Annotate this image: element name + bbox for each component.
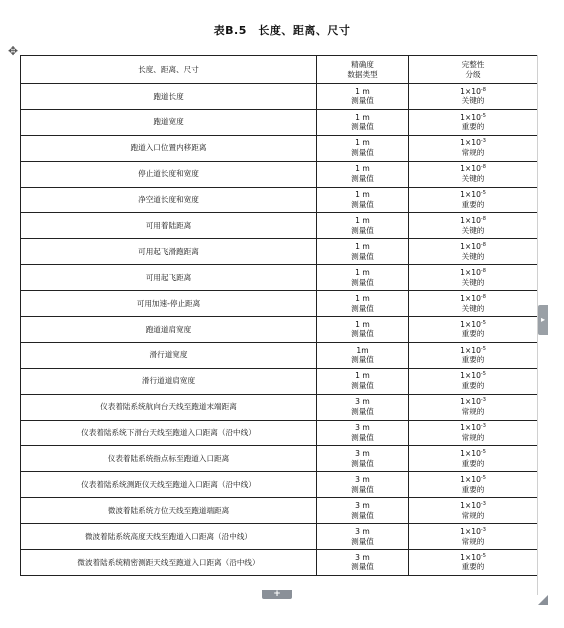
precision-value: 1 m: [355, 216, 370, 226]
precision-value: 1 m: [355, 86, 370, 96]
integrity-exponent: -8: [480, 267, 486, 274]
integrity-class: 常规的: [461, 148, 485, 158]
integrity-exponent: -5: [480, 371, 486, 378]
data-type: 测量值: [351, 381, 374, 391]
header-precision-line2: 数据类型: [347, 69, 378, 79]
integrity-base: 1×10: [460, 526, 481, 536]
integrity-class: 关键的: [461, 174, 485, 184]
precision-value: 1m: [356, 345, 369, 355]
integrity-class: 重要的: [461, 122, 485, 132]
integrity-value: [409, 87, 537, 97]
row-precision: [317, 317, 409, 343]
data-type: 测量值: [351, 407, 374, 417]
integrity-class: 重要的: [461, 355, 485, 365]
integrity-base: 1×10: [460, 293, 481, 303]
integrity-class: 常规的: [461, 536, 485, 546]
row-dimension: 净空道长度和宽度: [21, 187, 317, 213]
integrity-class: 常规的: [461, 433, 485, 443]
row-dimension: 仪表着陆系统下滑台天线至跑道入口距离（沿中线）: [21, 420, 317, 446]
integrity-class: 重要的: [461, 562, 485, 572]
table-row: [21, 265, 538, 291]
row-precision: [317, 135, 409, 161]
table-row: [21, 368, 538, 394]
integrity-value: [409, 138, 537, 148]
row-integrity: [409, 446, 538, 472]
row-precision: [317, 109, 409, 135]
integrity-base: 1×10: [460, 190, 481, 200]
table-row: [21, 239, 538, 265]
header-dimension: 长度、距离、尺寸: [21, 56, 317, 84]
row-dimension: 可用加速-停止距离: [21, 291, 317, 317]
integrity-class: 常规的: [461, 407, 485, 417]
data-type: 测量值: [351, 510, 374, 520]
integrity-class: 重要的: [461, 329, 485, 339]
row-integrity: [409, 524, 538, 550]
integrity-value: [409, 164, 537, 174]
integrity-class: 关键的: [461, 96, 485, 106]
integrity-value: [409, 113, 537, 123]
precision-value: 3 m: [355, 552, 370, 562]
integrity-value: [409, 553, 537, 563]
row-dimension: 仪表着陆系统指点标至跑道入口距离: [21, 446, 317, 472]
row-dimension: 可用着陆距离: [21, 213, 317, 239]
row-precision: [317, 472, 409, 498]
row-integrity: [409, 84, 538, 110]
table-row: [21, 498, 538, 524]
integrity-class: 重要的: [461, 200, 485, 209]
row-integrity: [409, 265, 538, 291]
table-row: [21, 291, 538, 317]
integrity-value: [409, 423, 537, 433]
table-row: [21, 394, 538, 420]
row-precision: [317, 368, 409, 394]
integrity-value: [409, 242, 537, 252]
integrity-exponent: -8: [480, 293, 486, 300]
row-integrity: [409, 161, 538, 187]
integrity-value: [409, 268, 537, 278]
data-type: 测量值: [351, 96, 374, 106]
table-row: [21, 84, 538, 110]
row-integrity: [409, 342, 538, 368]
table-row: [21, 109, 538, 135]
row-integrity: [409, 109, 538, 135]
plus-icon[interactable]: +: [262, 590, 292, 599]
integrity-value: [409, 346, 537, 356]
row-integrity: [409, 291, 538, 317]
integrity-value: [409, 371, 537, 381]
table-row: [21, 446, 538, 472]
data-type: 测量值: [351, 433, 374, 443]
precision-value: 3 m: [355, 526, 370, 536]
row-precision: [317, 84, 409, 110]
integrity-exponent: -8: [480, 86, 486, 93]
integrity-value: [409, 501, 537, 511]
row-dimension: 仪表着陆系统测距仪天线至跑道入口距离（沿中线）: [21, 472, 317, 498]
row-dimension: 滑行道宽度: [21, 342, 317, 368]
integrity-exponent: -3: [480, 138, 486, 145]
table-title: 表B.5 长度、距离、尺寸: [213, 24, 351, 37]
data-type: 测量值: [351, 225, 374, 235]
resize-icon[interactable]: [538, 590, 548, 600]
integrity-class: 重要的: [461, 484, 485, 494]
integrity-base: 1×10: [460, 552, 481, 562]
row-integrity: [409, 498, 538, 524]
integrity-class: 关键的: [461, 303, 485, 313]
row-precision: [317, 420, 409, 446]
table-row: [21, 317, 538, 343]
row-integrity: [409, 187, 538, 213]
integrity-class: 重要的: [461, 458, 485, 468]
integrity-value: [409, 449, 537, 459]
row-dimension: 滑行道道肩宽度: [21, 368, 317, 394]
precision-value: 1 m: [355, 138, 370, 148]
row-integrity: [409, 213, 538, 239]
row-precision: [317, 161, 409, 187]
row-integrity: [409, 368, 538, 394]
integrity-value: [409, 216, 537, 226]
table-row: [21, 524, 538, 550]
row-precision: [317, 265, 409, 291]
data-type: 测量值: [351, 200, 374, 209]
row-precision: [317, 394, 409, 420]
integrity-exponent: -3: [480, 526, 486, 533]
data-type: 测量值: [351, 329, 374, 339]
integrity-class: 关键的: [461, 251, 485, 261]
chevron-right-icon[interactable]: ▸: [538, 305, 548, 335]
precision-value: 3 m: [355, 449, 370, 459]
row-integrity: [409, 239, 538, 265]
data-type: 测量值: [351, 355, 374, 365]
table-body: [21, 84, 538, 576]
row-precision: [317, 291, 409, 317]
integrity-base: 1×10: [460, 86, 481, 96]
row-precision: [317, 239, 409, 265]
row-integrity: [409, 317, 538, 343]
header-integrity-line2: 分级: [465, 69, 481, 79]
row-precision: [317, 446, 409, 472]
data-type: 测量值: [351, 562, 374, 572]
row-dimension: 跑道宽度: [21, 109, 317, 135]
integrity-class: 常规的: [461, 510, 485, 520]
integrity-base: 1×10: [460, 500, 481, 510]
integrity-class: 关键的: [461, 277, 485, 287]
row-dimension: 仪表着陆系统航向台天线至跑道末端距离: [21, 394, 317, 420]
precision-value: 1 m: [355, 112, 370, 122]
precision-value: 1 m: [355, 293, 370, 303]
data-type: 测量值: [351, 536, 374, 546]
table-row: [21, 161, 538, 187]
header-integrity: [409, 56, 538, 84]
integrity-exponent: -5: [480, 449, 486, 456]
integrity-base: 1×10: [460, 397, 481, 407]
table-row: [21, 135, 538, 161]
integrity-base: 1×10: [460, 241, 481, 251]
integrity-value: [409, 190, 537, 200]
table-row: [21, 187, 538, 213]
row-dimension: 跑道道肩宽度: [21, 317, 317, 343]
row-dimension: 停止道长度和宽度: [21, 161, 317, 187]
integrity-exponent: -5: [480, 190, 486, 197]
precision-value: 3 m: [355, 500, 370, 510]
integrity-base: 1×10: [460, 164, 481, 174]
integrity-exponent: -8: [480, 241, 486, 248]
row-dimension: 微波着陆系统高度天线至跑道入口距离（沿中线）: [21, 524, 317, 550]
precision-value: 1 m: [355, 267, 370, 277]
data-type: 测量值: [351, 458, 374, 468]
precision-value: 1 m: [355, 164, 370, 174]
precision-value: 1 m: [355, 241, 370, 251]
row-dimension: 可用起飞滑跑距离: [21, 239, 317, 265]
integrity-base: 1×10: [460, 449, 481, 459]
integrity-exponent: -5: [480, 475, 486, 481]
precision-value: 1 m: [355, 190, 370, 200]
integrity-exponent: -3: [480, 500, 486, 507]
move-icon[interactable]: ✥: [7, 44, 19, 58]
integrity-base: 1×10: [460, 345, 481, 355]
table-row: [21, 213, 538, 239]
row-dimension: 微波着陆系统方位天线至跑道端距离: [21, 498, 317, 524]
integrity-exponent: -5: [480, 112, 486, 119]
integrity-value: [409, 320, 537, 330]
precision-value: 3 m: [355, 475, 370, 484]
table-row: [21, 420, 538, 446]
header-precision-line1: 精确度: [351, 59, 374, 69]
row-dimension: 微波着陆系统精密测距天线至跑道入口距离（沿中线）: [21, 550, 317, 576]
integrity-base: 1×10: [460, 267, 481, 277]
integrity-class: 关键的: [461, 225, 485, 235]
integrity-exponent: -5: [480, 319, 486, 326]
row-precision: [317, 498, 409, 524]
precision-value: 3 m: [355, 423, 370, 433]
row-integrity: [409, 394, 538, 420]
row-precision: [317, 213, 409, 239]
precision-value: 1 m: [355, 319, 370, 329]
data-type: 测量值: [351, 122, 374, 132]
data-type: 测量值: [351, 303, 374, 313]
table-row: [21, 472, 538, 498]
data-type: 测量值: [351, 277, 374, 287]
integrity-base: 1×10: [460, 138, 481, 148]
data-type: 测量值: [351, 484, 374, 494]
row-dimension: 跑道入口位置内移距离: [21, 135, 317, 161]
integrity-class: 重要的: [461, 381, 485, 391]
row-precision: [317, 187, 409, 213]
row-precision: [317, 524, 409, 550]
row-integrity: [409, 472, 538, 498]
integrity-base: 1×10: [460, 371, 481, 381]
integrity-exponent: -3: [480, 423, 486, 430]
row-integrity: [409, 420, 538, 446]
row-dimension: 跑道长度: [21, 84, 317, 110]
precision-value: 1 m: [355, 371, 370, 381]
integrity-value: [409, 475, 537, 485]
integrity-value: [409, 527, 537, 537]
integrity-exponent: -5: [480, 552, 486, 559]
data-type: 测量值: [351, 174, 374, 184]
integrity-exponent: -3: [480, 397, 486, 404]
integrity-base: 1×10: [460, 475, 481, 484]
integrity-exponent: -8: [480, 164, 486, 171]
integrity-base: 1×10: [460, 216, 481, 226]
row-integrity: [409, 550, 538, 576]
data-type: 测量值: [351, 251, 374, 261]
integrity-value: [409, 294, 537, 304]
table-header-row: [21, 56, 538, 84]
integrity-base: 1×10: [460, 423, 481, 433]
data-type: 测量值: [351, 148, 374, 158]
table-row: [21, 342, 538, 368]
header-precision: [317, 56, 409, 84]
precision-value: 3 m: [355, 397, 370, 407]
row-precision: [317, 550, 409, 576]
integrity-base: 1×10: [460, 319, 481, 329]
row-precision: [317, 342, 409, 368]
integrity-exponent: -8: [480, 216, 486, 223]
row-dimension: 可用起飞距离: [21, 265, 317, 291]
integrity-exponent: -5: [480, 345, 486, 352]
integrity-value: [409, 397, 537, 407]
row-integrity: [409, 135, 538, 161]
header-integrity-line1: 完整性: [461, 59, 485, 69]
data-table: [20, 55, 538, 576]
table-row: [21, 550, 538, 576]
integrity-base: 1×10: [460, 112, 481, 122]
